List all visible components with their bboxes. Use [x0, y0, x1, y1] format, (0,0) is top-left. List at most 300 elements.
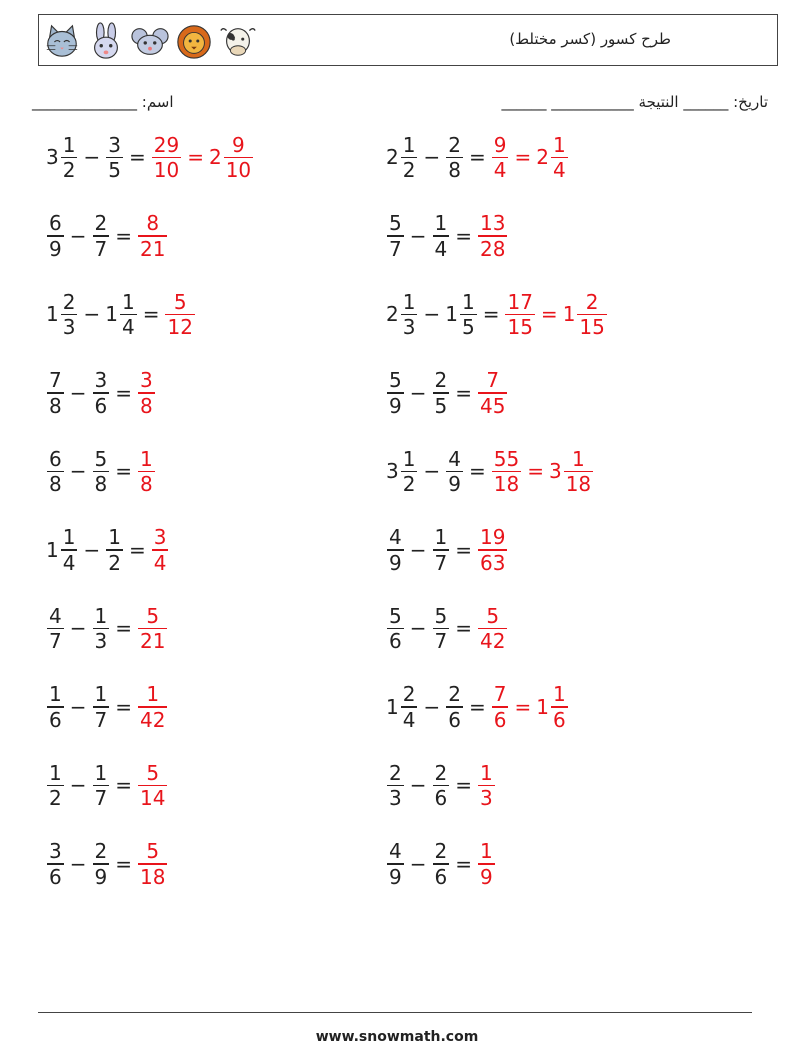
- minuend: [386, 369, 405, 416]
- equals-sign: =: [128, 145, 146, 169]
- numerator: 9: [493, 132, 507, 157]
- name-field-label: اسم: ______________: [32, 93, 174, 111]
- whole-number: 2: [386, 302, 399, 326]
- numerator: 1: [480, 839, 493, 864]
- problem-19: [46, 833, 168, 895]
- minuend: [46, 683, 65, 730]
- fraction: [433, 369, 450, 416]
- subtrahend: [445, 134, 464, 181]
- numerator: 29: [153, 132, 180, 157]
- whole-number: 3: [548, 459, 562, 483]
- fraction: [446, 448, 463, 495]
- denominator: 4: [493, 158, 507, 183]
- problem-12: [386, 519, 508, 581]
- numerator: 3: [140, 368, 153, 393]
- numerator: 6: [49, 211, 62, 236]
- minus-sign: −: [69, 616, 87, 640]
- numerator: 1: [140, 446, 153, 471]
- denominator: 8: [49, 472, 62, 497]
- equals-sign: =: [455, 773, 472, 797]
- denominator: 2: [49, 786, 62, 811]
- problem-3: [46, 205, 168, 267]
- denominator: 15: [579, 315, 605, 340]
- minuend: [386, 212, 405, 259]
- minus-sign: −: [409, 851, 427, 876]
- subtrahend: [92, 605, 111, 652]
- problem-1: [46, 126, 254, 188]
- denominator: 45: [480, 393, 506, 418]
- numerator: 1: [49, 682, 62, 707]
- denominator: 3: [402, 315, 416, 340]
- problem-8: [386, 362, 508, 424]
- answer-fraction: [165, 291, 194, 338]
- problem-5: [46, 283, 196, 345]
- answer-fraction: [478, 212, 507, 259]
- denominator: 42: [140, 707, 166, 732]
- numerator: 4: [389, 839, 402, 864]
- denominator: 63: [480, 550, 506, 575]
- numerator: 3: [153, 525, 167, 550]
- fraction: [577, 291, 606, 338]
- fraction: [401, 683, 418, 730]
- fraction: [47, 683, 64, 730]
- minuend: [46, 212, 65, 259]
- equals-sign: =: [455, 616, 472, 640]
- numerator: 7: [493, 682, 507, 707]
- problem-11: [46, 519, 169, 581]
- denominator: 7: [94, 786, 108, 811]
- fraction: [551, 683, 568, 730]
- subtrahend: [432, 369, 451, 416]
- numerator: 55: [493, 446, 520, 471]
- answer-fraction: [138, 762, 167, 809]
- fraction: [433, 605, 450, 652]
- fraction: [47, 762, 64, 809]
- fraction: [93, 448, 110, 495]
- whole-number: 3: [386, 459, 399, 483]
- numerator: 1: [402, 446, 416, 471]
- denominator: 6: [94, 393, 108, 418]
- fraction: [387, 840, 404, 887]
- answer-fraction: [138, 448, 155, 495]
- fraction: [61, 134, 78, 181]
- denominator: 5: [461, 315, 475, 340]
- minus-sign: −: [409, 223, 427, 248]
- numerator: 8: [146, 211, 160, 236]
- equals-sign: =: [115, 380, 132, 405]
- fraction: [401, 291, 418, 338]
- answer-fraction: [138, 212, 167, 259]
- denominator: 10: [153, 158, 180, 183]
- minuend: [46, 448, 65, 495]
- answer-mixed-number: [536, 134, 568, 181]
- answer-fraction: [138, 605, 167, 652]
- denominator: 21: [140, 629, 166, 654]
- denominator: 9: [94, 864, 108, 889]
- denominator: 14: [140, 786, 166, 811]
- whole-number: 3: [46, 145, 59, 169]
- whole-number: 1: [105, 302, 118, 326]
- date-score-field-label: تاريخ: ______ النتيجة ___________ ______: [501, 93, 768, 111]
- denominator: 10: [225, 158, 252, 183]
- numerator: 2: [434, 839, 448, 864]
- denominator: 18: [140, 864, 166, 889]
- fraction: [401, 134, 418, 181]
- denominator: 9: [480, 864, 493, 889]
- minuend: [386, 605, 405, 652]
- fraction: [93, 605, 110, 652]
- minus-sign: −: [423, 694, 441, 719]
- numerator: 5: [389, 603, 402, 628]
- equals-sign-answer: =: [527, 459, 544, 483]
- minuend: [46, 526, 78, 573]
- problem-9: [46, 440, 156, 502]
- denominator: 6: [49, 864, 62, 889]
- denominator: 8: [448, 158, 461, 183]
- fraction: [47, 840, 64, 887]
- denominator: 7: [94, 707, 108, 732]
- minus-sign: −: [423, 145, 441, 169]
- numerator: 2: [62, 289, 76, 314]
- answer-fraction: [152, 134, 181, 181]
- numerator: 1: [461, 289, 475, 314]
- footer-divider: [38, 1012, 752, 1013]
- problem-2: [386, 126, 569, 188]
- fraction: [387, 762, 404, 809]
- denominator: 6: [434, 786, 448, 811]
- answer-fraction: [138, 840, 167, 887]
- numerator: 2: [389, 760, 402, 785]
- denominator: 4: [434, 236, 448, 261]
- minus-sign: −: [69, 773, 87, 797]
- denominator: 28: [480, 236, 506, 261]
- fraction: [93, 369, 110, 416]
- denominator: 9: [389, 864, 402, 889]
- numerator: 13: [480, 211, 506, 236]
- denominator: 42: [480, 629, 506, 654]
- equals-sign: =: [455, 537, 472, 562]
- denominator: 18: [565, 472, 592, 497]
- minus-sign: −: [69, 223, 87, 248]
- whole-number: 1: [562, 302, 576, 326]
- fraction: [387, 526, 404, 573]
- denominator: 2: [402, 158, 416, 183]
- numerator: 4: [448, 446, 461, 471]
- numerator: 17: [507, 289, 533, 314]
- minus-sign: −: [83, 537, 101, 562]
- subtrahend: [92, 369, 111, 416]
- minuend: [386, 134, 418, 181]
- minuend: [46, 369, 65, 416]
- numerator: 7: [49, 368, 62, 393]
- numerator: 1: [94, 682, 108, 707]
- numerator: 2: [448, 132, 461, 157]
- fraction: [401, 448, 418, 495]
- answer-fraction: [478, 526, 507, 573]
- problem-14: [386, 597, 508, 659]
- numerator: 1: [108, 525, 121, 550]
- denominator: 8: [49, 393, 62, 418]
- minuend: [386, 683, 418, 730]
- fraction: [106, 134, 123, 181]
- fraction: [446, 683, 463, 730]
- numerator: 5: [173, 289, 187, 314]
- answer-fraction: [505, 291, 534, 338]
- denominator: 7: [49, 629, 62, 654]
- denominator: 18: [493, 472, 520, 497]
- fraction: [551, 134, 568, 181]
- denominator: 9: [448, 472, 461, 497]
- denominator: 6: [389, 629, 402, 654]
- minus-sign: −: [83, 302, 101, 326]
- fraction: [120, 291, 137, 338]
- numerator: 5: [389, 211, 402, 236]
- denominator: 3: [62, 315, 76, 340]
- problem-13: [46, 597, 168, 659]
- fraction: [93, 762, 110, 809]
- fraction: [387, 369, 404, 416]
- problem-7: [46, 362, 156, 424]
- subtrahend: [445, 683, 464, 730]
- fraction: [387, 212, 404, 259]
- denominator: 12: [167, 315, 193, 340]
- answer-fraction: [138, 683, 167, 730]
- minuend: [46, 762, 65, 809]
- numerator: 1: [552, 132, 566, 157]
- numerator: 1: [402, 289, 416, 314]
- minuend: [46, 134, 78, 181]
- numerator: 5: [146, 839, 160, 864]
- minuend: [46, 605, 65, 652]
- equals-sign: =: [115, 694, 132, 719]
- minuend: [46, 840, 65, 887]
- equals-sign: =: [115, 223, 132, 248]
- denominator: 5: [108, 158, 121, 183]
- numerator: 5: [94, 446, 108, 471]
- denominator: 21: [140, 236, 166, 261]
- equals-sign: =: [482, 302, 500, 326]
- equals-sign: =: [142, 302, 160, 326]
- fraction: [433, 840, 450, 887]
- numerator: 3: [108, 132, 121, 157]
- numerator: 1: [94, 603, 108, 628]
- subtrahend: [445, 448, 464, 495]
- numerator: 5: [146, 603, 160, 628]
- minus-sign: −: [69, 694, 87, 719]
- minuend: [386, 448, 418, 495]
- subtrahend: [432, 840, 451, 887]
- fraction: [460, 291, 477, 338]
- answer-mixed-number: [209, 134, 254, 181]
- subtrahend: [432, 762, 451, 809]
- minuend: [46, 291, 78, 338]
- subtrahend: [105, 134, 124, 181]
- fraction: [433, 762, 450, 809]
- subtrahend: [92, 212, 111, 259]
- answer-fraction: [492, 683, 509, 730]
- numerator: 3: [94, 368, 108, 393]
- subtrahend: [432, 526, 451, 573]
- problem-10: [386, 440, 594, 502]
- numerator: 1: [121, 289, 135, 314]
- denominator: 6: [448, 707, 461, 732]
- numerator: 6: [49, 446, 62, 471]
- numerator: 1: [434, 525, 448, 550]
- denominator: 6: [493, 707, 507, 732]
- footer-url: www.snowmath.com: [315, 1029, 479, 1045]
- subtrahend: [92, 683, 111, 730]
- problem-20: [386, 833, 496, 895]
- minus-sign: −: [423, 459, 441, 483]
- numerator: 2: [94, 211, 108, 236]
- numerator: 19: [480, 525, 506, 550]
- numerator: 9: [232, 132, 245, 157]
- denominator: 7: [94, 236, 108, 261]
- fraction: [47, 369, 64, 416]
- answer-fraction: [478, 369, 507, 416]
- whole-number: 1: [386, 694, 399, 719]
- minus-sign: −: [69, 851, 87, 876]
- denominator: 6: [434, 864, 448, 889]
- equals-sign-answer: =: [514, 694, 532, 719]
- denominator: 8: [140, 393, 153, 418]
- numerator: 2: [402, 682, 416, 707]
- subtrahend: [445, 291, 477, 338]
- equals-sign: =: [115, 773, 132, 797]
- fraction: [93, 683, 110, 730]
- denominator: 7: [389, 236, 402, 261]
- fraction: [387, 605, 404, 652]
- equals-sign-answer: =: [514, 145, 532, 169]
- answer-fraction: [138, 369, 155, 416]
- equals-sign: =: [128, 537, 146, 562]
- fraction: [433, 212, 450, 259]
- subtrahend: [105, 526, 124, 573]
- problem-18: [386, 754, 496, 816]
- equals-sign: =: [115, 851, 132, 876]
- numerator: 1: [552, 682, 566, 707]
- numerator: 2: [434, 760, 448, 785]
- minuend: [386, 840, 405, 887]
- denominator: 9: [389, 393, 402, 418]
- equals-sign: =: [455, 380, 472, 405]
- denominator: 3: [94, 629, 108, 654]
- answer-fraction: [492, 448, 521, 495]
- minus-sign: −: [409, 773, 427, 797]
- whole-number: 2: [536, 145, 549, 169]
- equals-sign-answer: =: [187, 145, 204, 169]
- numerator: 1: [146, 682, 160, 707]
- numerator: 7: [486, 368, 500, 393]
- numerator: 2: [94, 839, 108, 864]
- numerator: 1: [402, 132, 416, 157]
- equals-sign-answer: =: [540, 302, 558, 326]
- answer-fraction: [152, 526, 169, 573]
- equals-sign: =: [115, 459, 132, 483]
- denominator: 5: [434, 393, 448, 418]
- problem-16: [386, 676, 569, 738]
- fraction: [47, 212, 64, 259]
- fraction: [47, 605, 64, 652]
- subtrahend: [92, 448, 111, 495]
- answer-mixed-number: [549, 448, 594, 495]
- worksheet-title: طرح كسور (كسر مختلط): [509, 30, 671, 48]
- numerator: 5: [434, 603, 448, 628]
- numerator: 1: [62, 132, 76, 157]
- minus-sign: −: [409, 616, 427, 640]
- equals-sign: =: [468, 459, 486, 483]
- fraction: [47, 448, 64, 495]
- denominator: 4: [62, 550, 76, 575]
- denominator: 4: [402, 707, 416, 732]
- whole-number: 1: [46, 302, 59, 326]
- fraction: [61, 291, 78, 338]
- equals-sign: =: [455, 223, 472, 248]
- numerator: 2: [434, 368, 448, 393]
- minus-sign: −: [69, 380, 87, 405]
- minus-sign: −: [69, 459, 87, 483]
- denominator: 9: [389, 550, 402, 575]
- fraction: [106, 526, 123, 573]
- denominator: 6: [49, 707, 62, 732]
- answer-fraction: [492, 134, 509, 181]
- numerator: 4: [49, 603, 62, 628]
- minus-sign: −: [423, 302, 441, 326]
- subtrahend: [92, 840, 111, 887]
- whole-number: 2: [208, 145, 222, 169]
- problem-15: [46, 676, 168, 738]
- denominator: 4: [153, 550, 167, 575]
- numerator: 5: [486, 603, 500, 628]
- denominator: 4: [552, 158, 566, 183]
- denominator: 4: [121, 315, 135, 340]
- answer-fraction: [478, 762, 495, 809]
- minuend: [386, 291, 418, 338]
- minuend: [386, 762, 405, 809]
- subtrahend: [432, 605, 451, 652]
- denominator: 2: [62, 158, 76, 183]
- equals-sign: =: [115, 616, 132, 640]
- minus-sign: −: [409, 537, 427, 562]
- subtrahend: [92, 762, 111, 809]
- denominator: 3: [389, 786, 402, 811]
- subtrahend: [105, 291, 137, 338]
- denominator: 7: [434, 629, 448, 654]
- denominator: 8: [140, 472, 153, 497]
- problem-6: [386, 283, 608, 345]
- fraction: [93, 212, 110, 259]
- numerator: 2: [448, 682, 461, 707]
- numerator: 2: [585, 289, 599, 314]
- denominator: 7: [434, 550, 448, 575]
- whole-number: 1: [46, 537, 59, 562]
- numerator: 3: [49, 839, 62, 864]
- fraction: [224, 134, 253, 181]
- denominator: 2: [402, 472, 416, 497]
- equals-sign: =: [468, 694, 486, 719]
- whole-number: 1: [536, 694, 549, 719]
- numerator: 1: [572, 446, 585, 471]
- equals-sign: =: [455, 851, 472, 876]
- answer-mixed-number: [536, 683, 568, 730]
- subtrahend: [432, 212, 451, 259]
- numerator: 1: [434, 211, 448, 236]
- whole-number: 1: [445, 302, 458, 326]
- fraction: [433, 526, 450, 573]
- fraction: [93, 840, 110, 887]
- answer-fraction: [478, 605, 507, 652]
- denominator: 3: [480, 786, 493, 811]
